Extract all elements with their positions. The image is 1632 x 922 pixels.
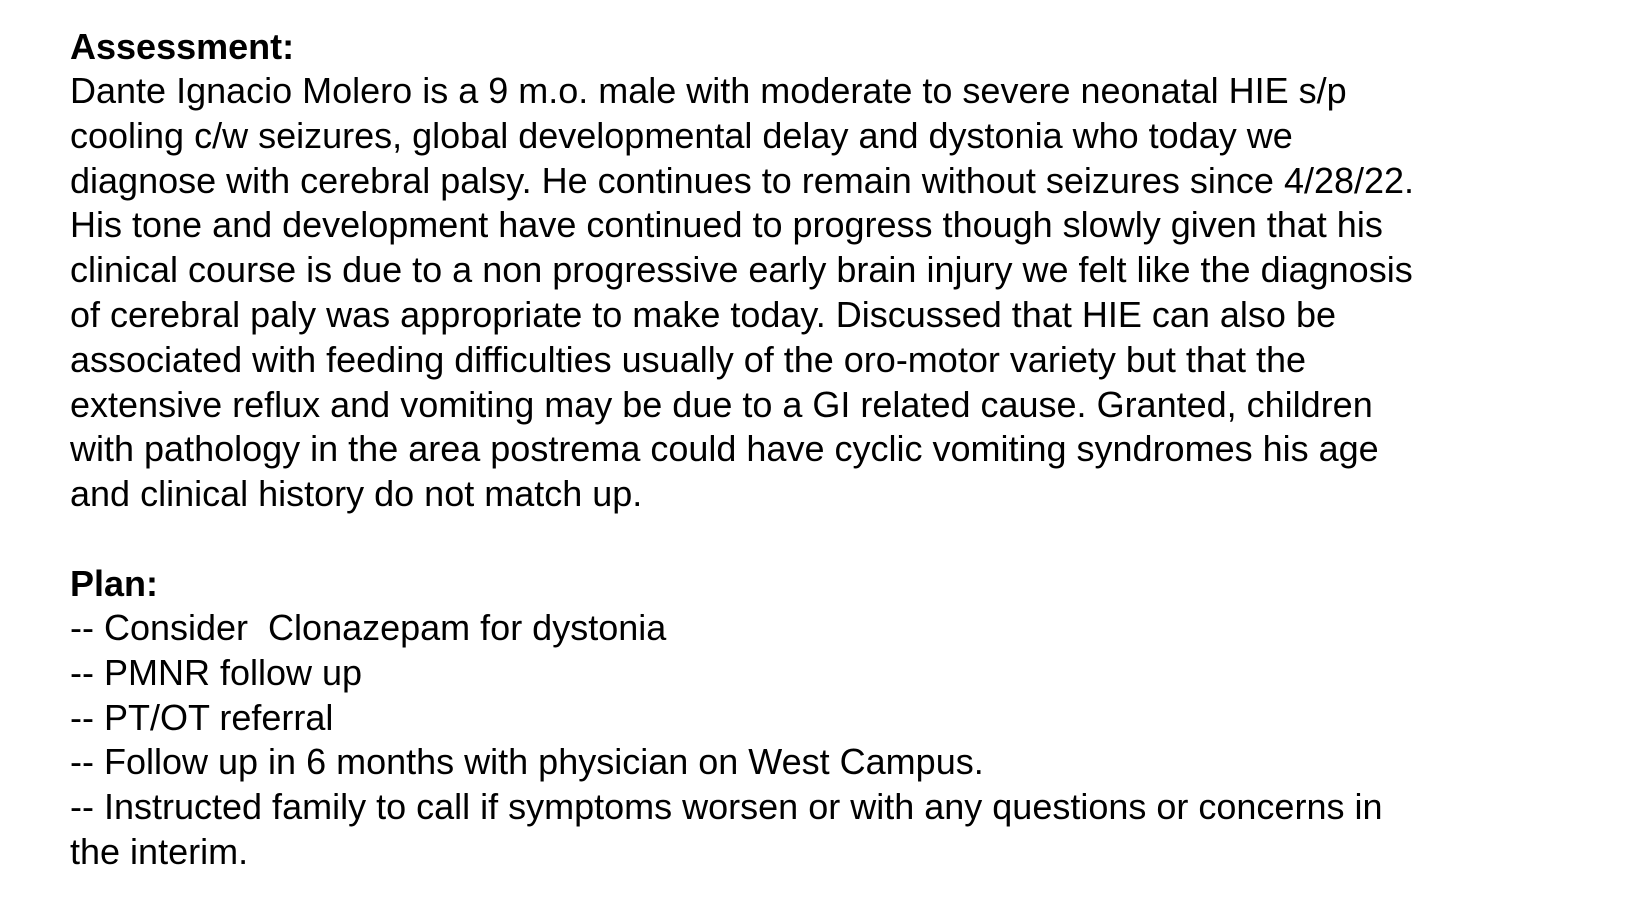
assessment-line: and clinical history do not match up. (70, 473, 643, 515)
plan-item-line: -- Instructed family to call if symptoms worsen or with any questions or concerns in (70, 786, 1383, 828)
plan-item (70, 696, 1600, 741)
plan-item-line: -- Follow up in 6 months with physician on West Campus. (70, 741, 984, 783)
plan-heading: Plan: (70, 562, 159, 604)
assessment-line: cooling c/w seizures, global developmental delay and dystonia who today we (70, 114, 1293, 156)
plan-item-line: the interim. (70, 830, 249, 872)
plan-item (70, 740, 1600, 785)
assessment-line: associated with feeding difficulties usually of the oro-motor variety but that the (70, 338, 1307, 380)
section-spacer (70, 517, 1600, 561)
assessment-heading: Assessment: (70, 26, 295, 67)
assessment-line: of cerebral paly was appropriate to make today. Discussed that HIE can also be (70, 293, 1336, 335)
assessment-line: clinical course is due to a non progressive early brain injury we felt like the diagnosis (70, 249, 1413, 291)
plan-item (70, 606, 1600, 651)
assessment-line: with pathology in the area postrema could have cyclic vomiting syndromes his age (70, 428, 1379, 470)
plan-item (70, 785, 1600, 875)
assessment-line: Dante Ignacio Molero is a 9 m.o. male with moderate to severe neonatal HIE s/p (70, 70, 1347, 111)
plan-item-line: -- PMNR follow up (70, 651, 363, 693)
assessment-line: extensive reflux and vomiting may be due to a GI related cause. Granted, children (70, 383, 1373, 425)
assessment-section (70, 24, 1600, 517)
plan-item (70, 651, 1600, 696)
plan-section (70, 561, 1600, 875)
plan-item-line: -- Consider Clonazepam for dystonia (70, 606, 667, 648)
plan-item-line: -- PT/OT referral (70, 696, 334, 738)
assessment-line: diagnose with cerebral palsy. He continues to remain without seizures since 4/28/22. (70, 159, 1415, 201)
clinical-note (70, 24, 1600, 875)
assessment-line: His tone and development have continued to progress though slowly given that his (70, 204, 1383, 246)
assessment-paragraph (70, 69, 1600, 517)
plan-list (70, 606, 1600, 875)
